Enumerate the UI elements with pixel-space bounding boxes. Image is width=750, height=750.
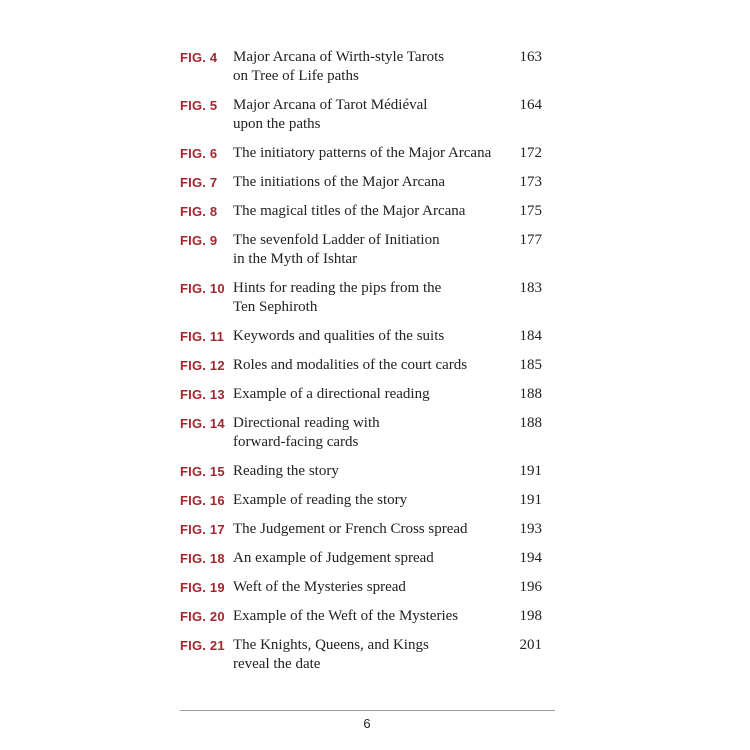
figure-title: [233, 607, 508, 626]
figure-page-number: 198: [519, 608, 542, 624]
figure-title-line: Directional reading with: [233, 415, 380, 431]
figure-page-number: 188: [519, 386, 542, 402]
figure-page-number: 175: [519, 203, 542, 219]
figure-title: [233, 356, 508, 375]
figure-title-line: Example of a directional reading: [233, 386, 430, 402]
figure-title-line: The Knights, Queens, and Kings: [233, 637, 429, 653]
figure-number: FIG. 20: [180, 609, 225, 624]
figure-title-line: Major Arcana of Wirth-style Tarots: [233, 49, 445, 65]
figure-page-number: 191: [519, 463, 542, 479]
figure-title-line: on Tree of Life paths: [233, 68, 359, 84]
figure-number: FIG. 6: [180, 146, 218, 161]
figure-title: [233, 173, 508, 192]
figure-number: FIG. 15: [180, 464, 225, 479]
figure-number: FIG. 16: [180, 493, 225, 508]
figure-number: FIG. 5: [180, 98, 218, 113]
figure-title: [233, 578, 508, 597]
figure-page-number: 185: [519, 357, 542, 373]
figure-title-line: Ten Sephiroth: [233, 299, 318, 315]
figure-number: FIG. 9: [180, 233, 218, 248]
figure-title-line: Example of reading the story: [233, 492, 408, 508]
figure-page-number: 177: [519, 232, 542, 248]
figure-title-line: Major Arcana of Tarot Médiéval: [233, 97, 428, 113]
figure-title: [233, 279, 508, 317]
figure-page-number: 196: [519, 579, 542, 595]
figure-title-line: The sevenfold Ladder of Initiation: [233, 232, 440, 248]
figure-number: FIG. 12: [180, 358, 225, 373]
figure-title: [233, 144, 508, 163]
figure-title-line: The magical titles of the Major Arcana: [233, 203, 466, 219]
figure-page-number: 163: [519, 49, 542, 65]
figure-page-number: 172: [519, 145, 542, 161]
figure-number: FIG. 17: [180, 522, 225, 537]
figure-title-line: The Judgement or French Cross spread: [233, 521, 468, 537]
figure-page-number: 183: [519, 280, 542, 296]
figure-title-line: reveal the date: [233, 656, 321, 672]
figure-title-line: Example of the Weft of the Mysteries: [233, 608, 459, 624]
figure-title-line: Weft of the Mysteries spread: [233, 579, 406, 595]
figure-title-line: Reading the story: [233, 463, 339, 479]
figure-title-line: Keywords and qualities of the suits: [233, 328, 445, 344]
figure-title: [233, 636, 508, 674]
figure-title-line: in the Myth of Ishtar: [233, 251, 358, 267]
figure-title-line: Hints for reading the pips from the: [233, 280, 442, 296]
figure-title: [233, 327, 508, 346]
figure-title: [233, 414, 508, 452]
figure-number: FIG. 8: [180, 204, 218, 219]
footer-rule: [180, 710, 555, 711]
figure-number: FIG. 21: [180, 638, 225, 653]
figure-title: [233, 520, 508, 539]
figure-number: FIG. 19: [180, 580, 225, 595]
figure-number: FIG. 14: [180, 416, 225, 431]
figure-page-number: 184: [519, 328, 542, 344]
figure-number: FIG. 10: [180, 281, 225, 296]
figure-number: FIG. 11: [180, 329, 225, 344]
figure-title: [233, 231, 508, 269]
figure-title-line: forward-facing cards: [233, 434, 359, 450]
figure-number: FIG. 18: [180, 551, 225, 566]
figure-title-line: The initiatory patterns of the Major Arcana: [233, 145, 492, 161]
figure-title: [233, 462, 508, 481]
figure-page-number: 173: [519, 174, 542, 190]
figure-number: FIG. 4: [180, 50, 218, 65]
figure-title-line: Roles and modalities of the court cards: [233, 357, 468, 373]
figure-page-number: 194: [519, 550, 542, 566]
figure-page-number: 188: [519, 415, 542, 431]
figure-title-line: upon the paths: [233, 116, 321, 132]
figure-title: [233, 385, 508, 404]
page-number: 6: [363, 716, 371, 731]
figure-title-line: The initiations of the Major Arcana: [233, 174, 446, 190]
figure-page-number: 191: [519, 492, 542, 508]
figure-title: [233, 549, 508, 568]
figure-page-number: 164: [519, 97, 542, 113]
figure-title: [233, 491, 508, 510]
figure-title: [233, 96, 508, 134]
figure-title: [233, 202, 508, 221]
figure-title: [233, 48, 508, 86]
figure-page-number: 201: [519, 637, 542, 653]
figure-number: FIG. 7: [180, 175, 218, 190]
figure-title-line: An example of Judgement spread: [233, 550, 434, 566]
figure-number: FIG. 13: [180, 387, 225, 402]
figure-page-number: 193: [519, 521, 542, 537]
